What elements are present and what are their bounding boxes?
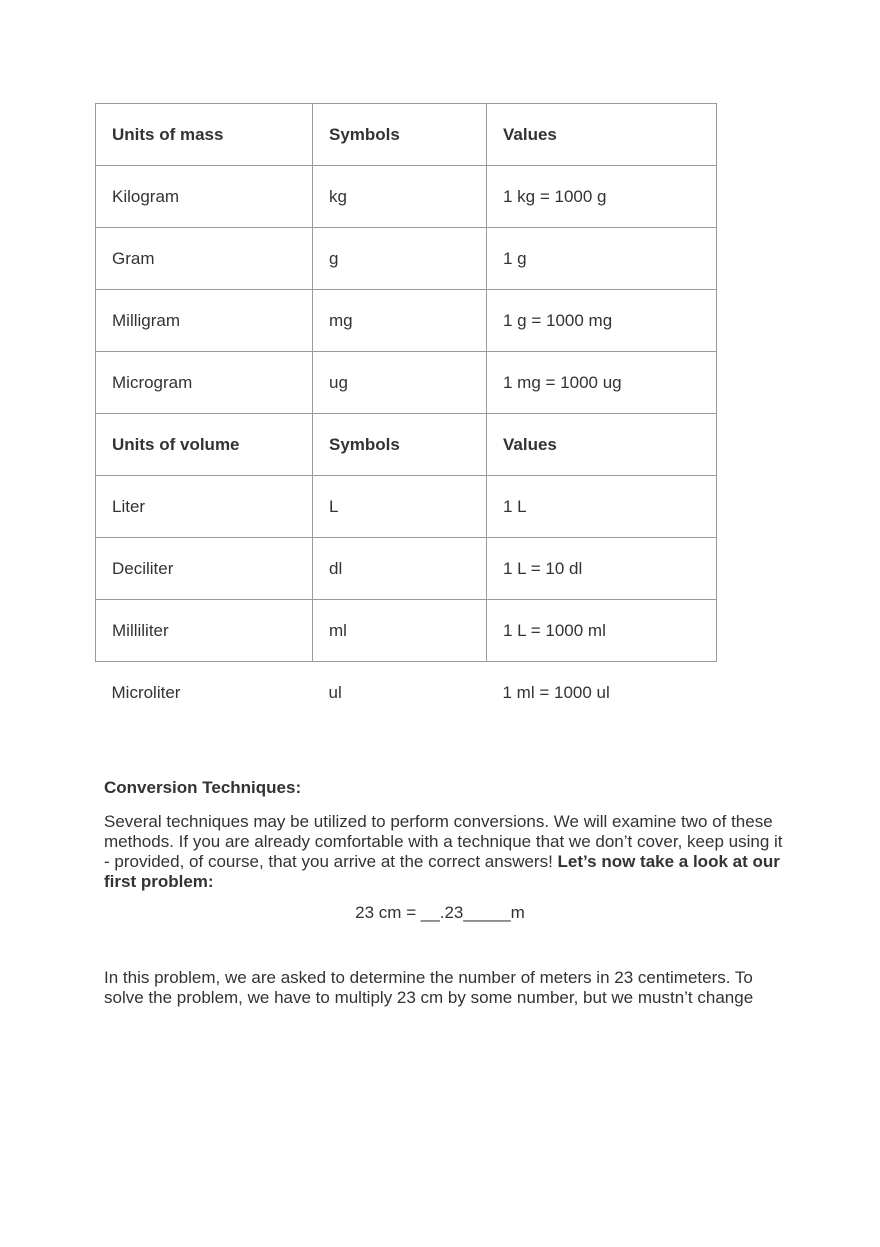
table-cell: 1 kg = 1000 g — [487, 166, 717, 228]
table-cell: 1 g — [487, 228, 717, 290]
table-cell: ul — [313, 662, 487, 724]
table-row — [96, 476, 717, 538]
table-cell: Deciliter — [96, 538, 313, 600]
table-header-row — [96, 414, 717, 476]
intro-paragraph-text: Several techniques may be utilized to perform conversions. We will examine two of these methods. If you are already comfortable with a technique that we don’t cover, keep using it - provided, of course, that you arrive at the correct answers! — [104, 812, 783, 871]
table-row — [96, 290, 717, 352]
table-cell: ml — [313, 600, 487, 662]
table-row — [96, 538, 717, 600]
table-row — [96, 662, 717, 724]
table-cell: 1 L = 1000 ml — [487, 600, 717, 662]
problem-equation: 23 cm = __.23_____m — [355, 903, 525, 922]
table-cell: 1 g = 1000 mg — [487, 290, 717, 352]
table-cell: 1 L — [487, 476, 717, 538]
table-cell: kg — [313, 166, 487, 228]
table-cell: Values — [487, 104, 717, 166]
table-cell: Microgram — [96, 352, 313, 414]
table-header-row — [96, 104, 717, 166]
table-cell: Kilogram — [96, 166, 313, 228]
table-cell: g — [313, 228, 487, 290]
table-cell: Units of mass — [96, 104, 313, 166]
table-cell: L — [313, 476, 487, 538]
units-table — [95, 103, 717, 724]
table-cell: 1 mg = 1000 ug — [487, 352, 717, 414]
intro-paragraph — [104, 812, 784, 892]
table-cell: Gram — [96, 228, 313, 290]
table-row — [96, 600, 717, 662]
table-cell: Units of volume — [96, 414, 313, 476]
table-cell: Milliliter — [96, 600, 313, 662]
table-cell: 1 L = 10 dl — [487, 538, 717, 600]
intro-paragraph-bold: Let’s now take a look at our first problem: — [104, 852, 780, 891]
table-cell: Milligram — [96, 290, 313, 352]
table-cell: Values — [487, 414, 717, 476]
table-cell: 1 ml = 1000 ul — [487, 662, 717, 724]
explanation-paragraph: In this problem, we are asked to determine the number of meters in 23 centimeters. To solve the problem, we have to multiply 23 cm by some number, but we mustn’t change — [104, 968, 754, 1007]
table-cell: Microliter — [96, 662, 313, 724]
table-row — [96, 352, 717, 414]
table-row — [96, 228, 717, 290]
table-cell: ug — [313, 352, 487, 414]
table-cell: Symbols — [313, 104, 487, 166]
section-heading: Conversion Techniques: — [104, 778, 302, 797]
table-cell: Symbols — [313, 414, 487, 476]
table-cell: mg — [313, 290, 487, 352]
table-cell: dl — [313, 538, 487, 600]
table-cell: Liter — [96, 476, 313, 538]
table-row — [96, 166, 717, 228]
